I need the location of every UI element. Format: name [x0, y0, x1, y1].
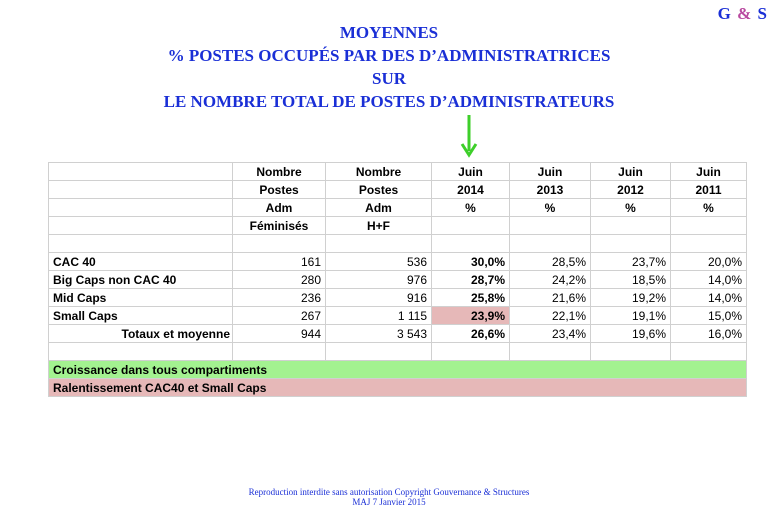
cell-2014-highlighted: 23,9%: [432, 307, 510, 325]
cell-2012: 23,7%: [591, 253, 671, 271]
cell-feminized: 236: [233, 289, 326, 307]
cell-2012: 19,2%: [591, 289, 671, 307]
empty-cell: [326, 343, 432, 361]
title-line-3: SUR: [371, 69, 406, 88]
title-line-1: MOYENNES: [339, 23, 439, 42]
cell-2013: 28,5%: [510, 253, 591, 271]
cell-2014: 28,7%: [432, 271, 510, 289]
empty-cell: [49, 343, 233, 361]
cell-2011: 20,0%: [671, 253, 747, 271]
cell-total: 536: [326, 253, 432, 271]
empty-cell: [591, 343, 671, 361]
cell-total: 1 115: [326, 307, 432, 325]
header-cell: %: [591, 199, 671, 217]
row-label: Totaux et moyenne: [49, 325, 233, 343]
cell-2011: 14,0%: [671, 271, 747, 289]
header-cell: Féminisés: [233, 217, 326, 235]
cell-2013: 21,6%: [510, 289, 591, 307]
cell-2014: 26,6%: [432, 325, 510, 343]
cell-2013: 24,2%: [510, 271, 591, 289]
header-cell: Juin: [671, 163, 747, 181]
spacer-row: [49, 343, 747, 361]
logo-right: S: [757, 4, 768, 23]
table-row: [49, 289, 747, 307]
header-cell: Adm: [233, 199, 326, 217]
cell-total: 976: [326, 271, 432, 289]
table-row: [49, 271, 747, 289]
update-date: MAJ 7 Janvier 2015: [352, 497, 426, 507]
row-label: CAC 40: [49, 253, 233, 271]
header-row-2: [49, 181, 747, 199]
header-cell: H+F: [326, 217, 432, 235]
header-cell: Juin: [591, 163, 671, 181]
empty-cell: [510, 235, 591, 253]
cell-2012: 19,1%: [591, 307, 671, 325]
header-cell: [432, 217, 510, 235]
cell-2011: 15,0%: [671, 307, 747, 325]
header-cell: Juin: [432, 163, 510, 181]
down-arrow-icon: [459, 113, 479, 159]
empty-cell: [591, 235, 671, 253]
note-growth: Croissance dans tous compartiments: [49, 361, 747, 379]
cell-2014: 25,8%: [432, 289, 510, 307]
data-table: [48, 162, 747, 397]
header-cell: [671, 217, 747, 235]
empty-cell: [432, 235, 510, 253]
cell-2013: 22,1%: [510, 307, 591, 325]
header-cell: Postes: [326, 181, 432, 199]
empty-cell: [671, 343, 747, 361]
cell-2012: 18,5%: [591, 271, 671, 289]
header-cell: [49, 217, 233, 235]
cell-feminized: 280: [233, 271, 326, 289]
header-cell: Juin: [510, 163, 591, 181]
cell-feminized: 267: [233, 307, 326, 325]
spacer-row: [49, 235, 747, 253]
header-cell: [49, 163, 233, 181]
header-cell: Adm: [326, 199, 432, 217]
cell-total: 916: [326, 289, 432, 307]
copyright-text: Reproduction interdite sans autorisation Copyright Gouvernance & Structures: [248, 487, 530, 497]
header-cell: %: [510, 199, 591, 217]
header-cell: [510, 217, 591, 235]
cell-total: 3 543: [326, 325, 432, 343]
page-title: [0, 21, 778, 113]
cell-2012: 19,6%: [591, 325, 671, 343]
cell-2011: 14,0%: [671, 289, 747, 307]
header-row-3: [49, 199, 747, 217]
totals-row: [49, 325, 747, 343]
cell-feminized: 161: [233, 253, 326, 271]
empty-cell: [671, 235, 747, 253]
header-row-4: [49, 217, 747, 235]
empty-cell: [233, 343, 326, 361]
note-row-green: [49, 361, 747, 379]
row-label: Mid Caps: [49, 289, 233, 307]
cell-feminized: 944: [233, 325, 326, 343]
header-cell: 2013: [510, 181, 591, 199]
empty-cell: [510, 343, 591, 361]
table-row: [49, 307, 747, 325]
title-line-2: % POSTES OCCUPÉS PAR DES D’ADMINISTRATRICES: [167, 46, 611, 65]
title-line-4: LE NOMBRE TOTAL DE POSTES D’ADMINISTRATEURS: [163, 92, 615, 111]
header-cell: 2014: [432, 181, 510, 199]
header-cell: Nombre: [233, 163, 326, 181]
empty-cell: [233, 235, 326, 253]
header-cell: [49, 199, 233, 217]
header-cell: 2012: [591, 181, 671, 199]
empty-cell: [49, 235, 233, 253]
cell-2011: 16,0%: [671, 325, 747, 343]
header-cell: Postes: [233, 181, 326, 199]
header-cell: %: [671, 199, 747, 217]
logo-left: G: [717, 4, 732, 23]
table-row: [49, 253, 747, 271]
header-cell: 2011: [671, 181, 747, 199]
logo-ampersand: &: [737, 4, 753, 23]
cell-2013: 23,4%: [510, 325, 591, 343]
header-cell: [49, 181, 233, 199]
empty-cell: [326, 235, 432, 253]
header-cell: Nombre: [326, 163, 432, 181]
row-label: Small Caps: [49, 307, 233, 325]
note-slowdown: Ralentissement CAC40 et Small Caps: [49, 379, 747, 397]
note-row-pink: [49, 379, 747, 397]
row-label: Big Caps non CAC 40: [49, 271, 233, 289]
header-row-1: [49, 163, 747, 181]
header-cell: [591, 217, 671, 235]
footer: [0, 487, 778, 507]
cell-2014: 30,0%: [432, 253, 510, 271]
header-cell: %: [432, 199, 510, 217]
empty-cell: [432, 343, 510, 361]
